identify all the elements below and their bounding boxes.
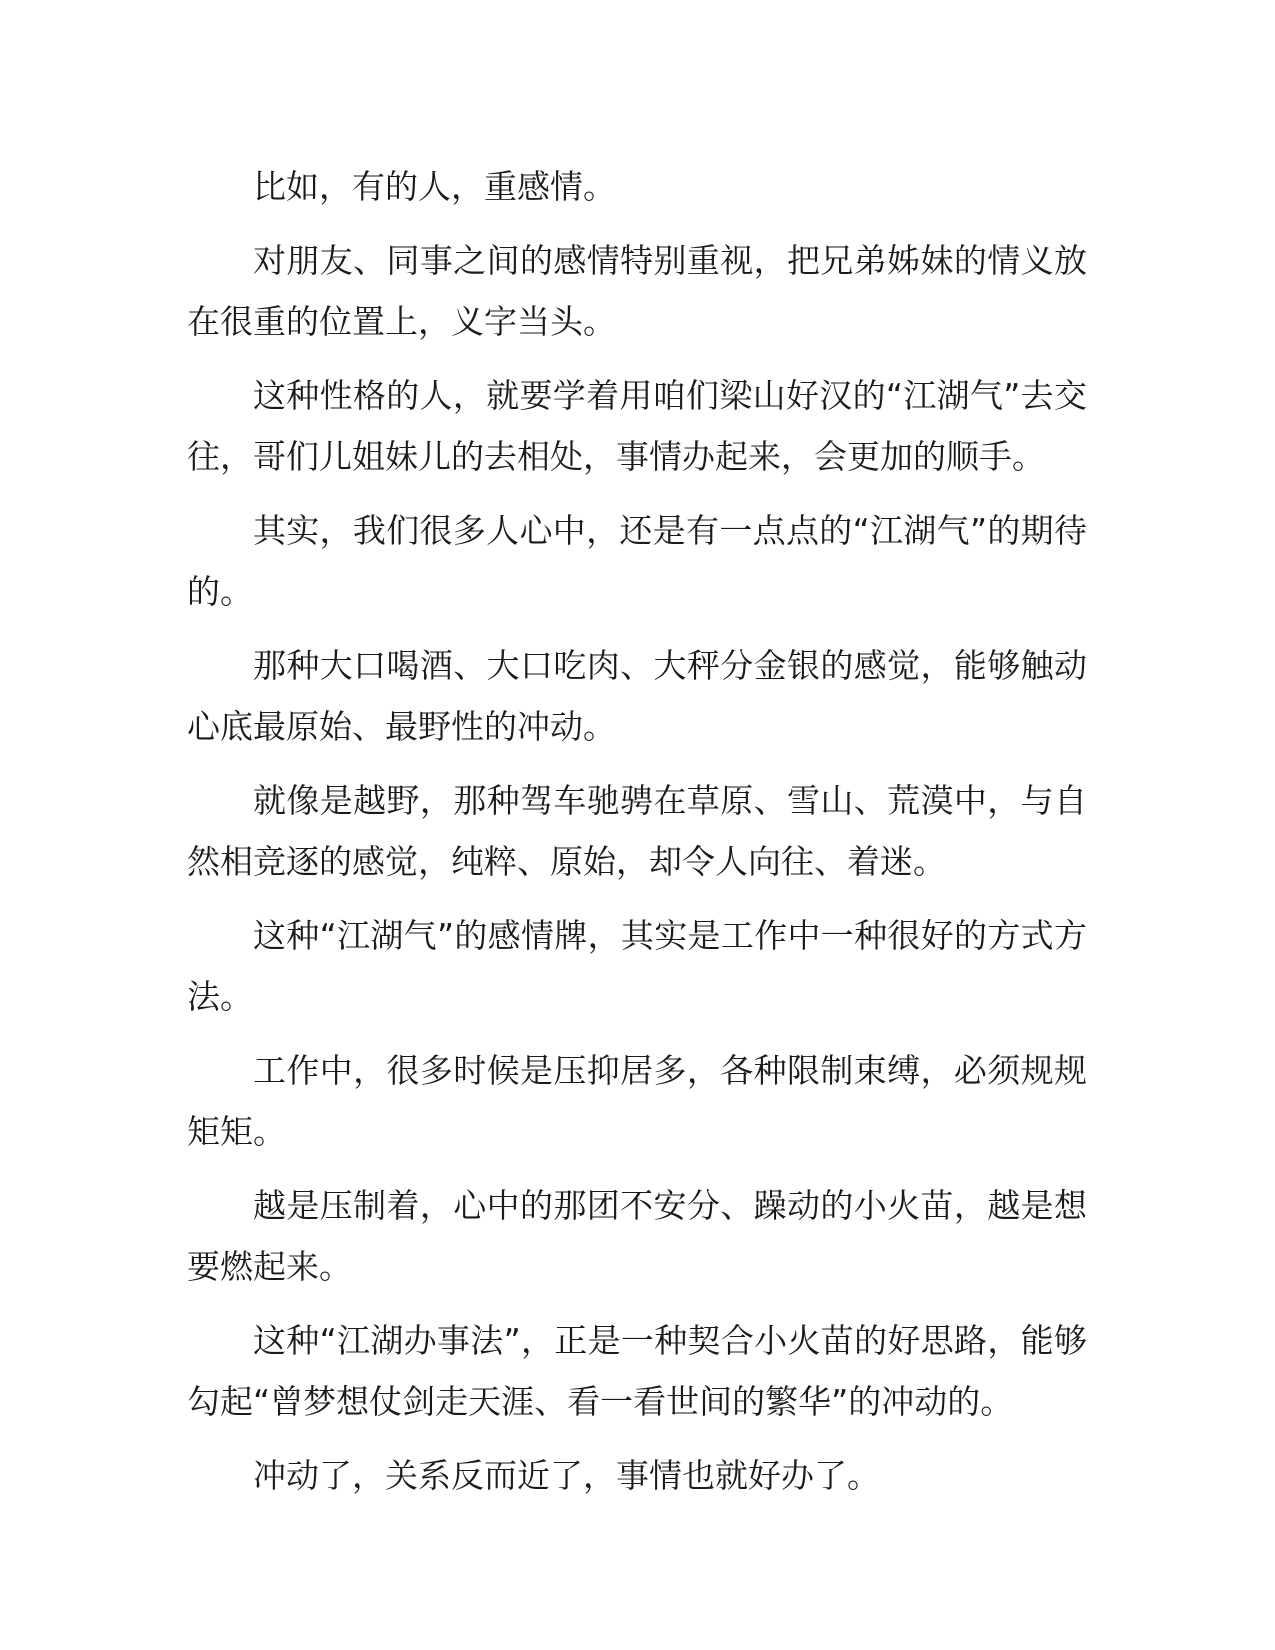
document-body [187,156,1087,1519]
paragraph: 这种“江湖气”的感情牌，其实是工作中一种很好的方式方法。 [187,916,1087,1016]
paragraph: 越是压制着，心中的那团不安分、躁动的小火苗，越是想要燃起来。 [187,1186,1087,1286]
paragraph: 那种大口喝酒、大口吃肉、大秤分金银的感觉，能够触动心底最原始、最野性的冲动。 [187,646,1087,746]
paragraph: 就像是越野，那种驾车驰骋在草原、雪山、荒漠中，与自然相竞逐的感觉，纯粹、原始，却令人向往、着迷。 [187,781,1087,881]
paragraph: 对朋友、同事之间的感情特别重视，把兄弟姊妹的情义放在很重的位置上，义字当头。 [187,241,1087,341]
paragraph: 其实，我们很多人心中，还是有一点点的“江湖气”的期待的。 [187,511,1087,611]
paragraph: 工作中，很多时候是压抑居多，各种限制束缚，必须规规矩矩。 [187,1051,1087,1151]
paragraph: 冲动了，关系反而近了，事情也就好办了。 [253,1456,880,1495]
paragraph: 这种“江湖办事法”，正是一种契合小火苗的好思路，能够勾起“曾梦想仗剑走天涯、看一看世间的繁华”的冲动的。 [187,1321,1087,1421]
paragraph: 比如，有的人，重感情。 [253,167,616,206]
paragraph: 这种性格的人，就要学着用咱们梁山好汉的“江湖气”去交往，哥们儿姐妹儿的去相处，事情办起来，会更加的顺手。 [187,376,1087,476]
